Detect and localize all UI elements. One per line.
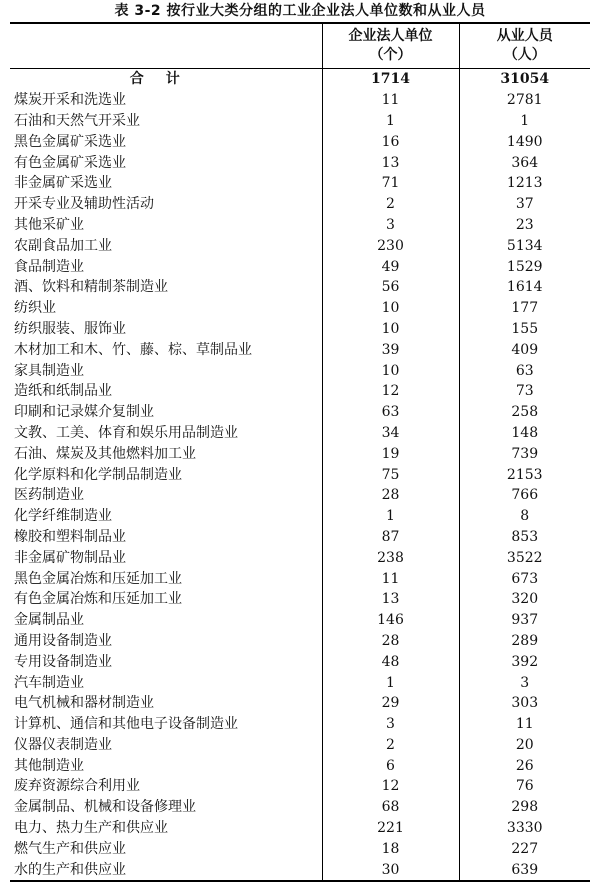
employees-value: 303 [459,693,590,714]
industry-name: 燃气生产和供应业 [14,840,126,857]
legal-units-value: 12 [322,776,459,797]
table-row [10,651,590,672]
table-row [10,152,590,173]
table-row [10,735,590,756]
table-row [10,256,590,277]
legal-units-value: 34 [322,423,459,444]
table-row [10,859,590,881]
employees-value: 673 [459,568,590,589]
table-row [10,797,590,818]
industry-name: 金属制品业 [14,612,84,629]
legal-units-value: 238 [322,547,459,568]
legal-units-value: 2 [322,194,459,215]
table-row [10,610,590,631]
industry-name: 电力、热力生产和供应业 [14,820,168,837]
legal-units-value: 13 [322,152,459,173]
legal-units-value: 71 [322,173,459,194]
industry-name: 食品制造业 [14,258,84,275]
legal-units-value: 146 [322,610,459,631]
industry-name: 文教、工美、体育和娱乐用品制造业 [14,424,238,441]
industry-name: 有色金属冶炼和压延加工业 [14,591,182,608]
table-row [10,443,590,464]
industry-name: 非金属矿物制品业 [14,549,126,566]
table-row [10,714,590,735]
employees-value: 227 [459,838,590,859]
header-legal-units-label: 企业法人单位 [348,28,433,44]
employees-value: 148 [459,423,590,444]
legal-units-value: 28 [322,631,459,652]
legal-units-value: 29 [322,693,459,714]
industry-name: 纺织业 [14,300,56,317]
legal-units-value: 1 [322,111,459,132]
industry-name: 通用设备制造业 [14,632,112,649]
employees-value: 20 [459,735,590,756]
header-legal-units-unit: （个） [369,47,412,63]
industry-name: 农副食品加工业 [14,237,112,254]
legal-units-value: 12 [322,381,459,402]
industry-name: 有色金属矿采选业 [14,154,126,171]
employees-value: 364 [459,152,590,173]
table-row [10,277,590,298]
table-row [10,838,590,859]
employees-value: 37 [459,194,590,215]
industry-name: 其他制造业 [14,757,84,774]
industry-name: 木材加工和木、竹、藤、棕、草制品业 [14,341,252,358]
employees-value: 739 [459,443,590,464]
total-employees: 31054 [459,69,590,90]
legal-units-value: 87 [322,527,459,548]
employees-value: 63 [459,360,590,381]
header-employees [459,23,590,69]
legal-units-value: 10 [322,298,459,319]
employees-value: 73 [459,381,590,402]
legal-units-value: 39 [322,339,459,360]
table-row [10,818,590,839]
table-row [10,776,590,797]
table-row [10,568,590,589]
legal-units-value: 6 [322,755,459,776]
legal-units-value: 230 [322,235,459,256]
table-row [10,298,590,319]
legal-units-value: 68 [322,797,459,818]
industry-name: 汽车制造业 [14,674,84,691]
legal-units-value: 10 [322,360,459,381]
total-label: 合计 [129,71,202,88]
industry-name: 其他采矿业 [14,216,84,233]
table-row [10,527,590,548]
table-row [10,215,590,236]
industry-name: 家具制造业 [14,362,84,379]
employees-value: 1213 [459,173,590,194]
industry-name: 造纸和纸制品业 [14,383,112,400]
table-row [10,423,590,444]
legal-units-value: 56 [322,277,459,298]
legal-units-value: 49 [322,256,459,277]
legal-units-value: 10 [322,319,459,340]
header-industry [10,23,322,69]
industry-name: 废弃资源综合利用业 [14,778,140,795]
legal-units-value: 1 [322,506,459,527]
legal-units-value: 28 [322,485,459,506]
employees-value: 8 [459,506,590,527]
header-legal-units [322,23,459,69]
table-row [10,111,590,132]
industry-name: 纺织服装、服饰业 [14,320,126,337]
legal-units-value: 19 [322,443,459,464]
employees-value: 177 [459,298,590,319]
legal-units-value: 48 [322,651,459,672]
industry-name: 煤炭开采和洗选业 [14,92,126,109]
employees-value: 5134 [459,235,590,256]
legal-units-value: 63 [322,402,459,423]
legal-units-value: 11 [322,568,459,589]
industry-name: 计算机、通信和其他电子设备制造业 [14,716,238,733]
legal-units-value: 18 [322,838,459,859]
employees-value: 1614 [459,277,590,298]
legal-units-value: 2 [322,735,459,756]
industry-name: 印刷和记录媒介复制业 [14,404,154,421]
employees-value: 3522 [459,547,590,568]
legal-units-value: 75 [322,464,459,485]
header-employees-label: 从业人员 [496,28,553,44]
legal-units-value: 3 [322,714,459,735]
statistics-table [10,22,590,882]
industry-name: 非金属矿采选业 [14,175,112,192]
employees-value: 1 [459,111,590,132]
industry-name: 化学纤维制造业 [14,508,112,525]
table-row [10,693,590,714]
employees-value: 853 [459,527,590,548]
table-row [10,381,590,402]
table-row [10,631,590,652]
table-row [10,360,590,381]
employees-value: 11 [459,714,590,735]
employees-value: 320 [459,589,590,610]
legal-units-value: 30 [322,859,459,881]
industry-name: 黑色金属冶炼和压延加工业 [14,570,182,587]
table-row [10,547,590,568]
employees-value: 2781 [459,90,590,111]
employees-value: 155 [459,319,590,340]
employees-value: 639 [459,859,590,881]
legal-units-value: 1 [322,672,459,693]
industry-name: 橡胶和塑料制品业 [14,528,126,545]
table-row [10,90,590,111]
employees-value: 937 [459,610,590,631]
employees-value: 289 [459,631,590,652]
employees-value: 3 [459,672,590,693]
industry-name: 开采专业及辅助性活动 [14,196,154,213]
table-row [10,485,590,506]
industry-name: 酒、饮料和精制茶制造业 [14,279,168,296]
header-row [10,23,590,69]
legal-units-value: 221 [322,818,459,839]
table-row [10,173,590,194]
employees-value: 1490 [459,131,590,152]
table-row [10,131,590,152]
table-row [10,339,590,360]
table-row [10,672,590,693]
legal-units-value: 3 [322,215,459,236]
industry-name: 专用设备制造业 [14,653,112,670]
industry-name: 金属制品、机械和设备修理业 [14,799,196,816]
table-row [10,402,590,423]
table-row [10,319,590,340]
table-row [10,589,590,610]
employees-value: 3330 [459,818,590,839]
employees-value: 76 [459,776,590,797]
total-units: 1714 [322,69,459,90]
table-row [10,506,590,527]
industry-name: 石油、煤炭及其他燃料加工业 [14,445,196,462]
table-title: 表 3-2 按行业大类分组的工业企业法人单位数和从业人员 [114,3,486,19]
employees-value: 1529 [459,256,590,277]
legal-units-value: 13 [322,589,459,610]
employees-value: 766 [459,485,590,506]
table-row [10,235,590,256]
employees-value: 23 [459,215,590,236]
employees-value: 392 [459,651,590,672]
legal-units-value: 11 [322,90,459,111]
header-employees-unit: （人） [503,47,546,63]
industry-name: 电气机械和器材制造业 [14,695,154,712]
table-row [10,755,590,776]
industry-name: 石油和天然气开采业 [14,112,140,129]
industry-name: 水的生产和供应业 [10,859,322,881]
industry-name: 医药制造业 [14,487,84,504]
employees-value: 298 [459,797,590,818]
industry-name: 仪器仪表制造业 [14,736,112,753]
employees-value: 26 [459,755,590,776]
industry-name: 化学原料和化学制品制造业 [14,466,182,483]
total-row [10,69,590,90]
employees-value: 258 [459,402,590,423]
table-row [10,464,590,485]
employees-value: 409 [459,339,590,360]
legal-units-value: 16 [322,131,459,152]
industry-name: 黑色金属矿采选业 [14,133,126,150]
employees-value: 2153 [459,464,590,485]
table-row [10,194,590,215]
